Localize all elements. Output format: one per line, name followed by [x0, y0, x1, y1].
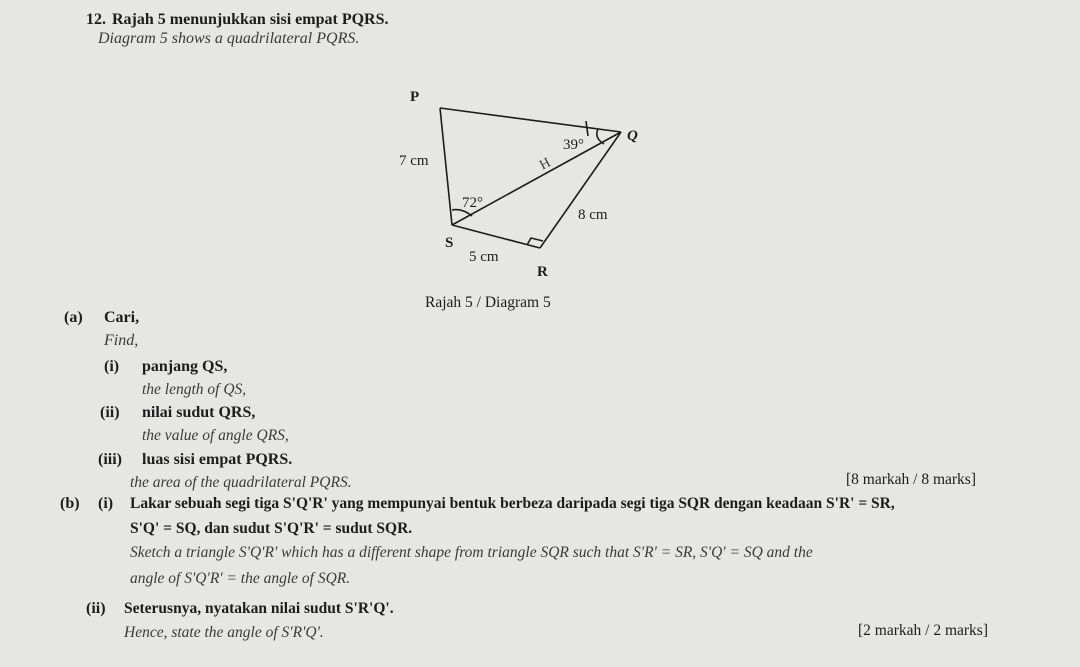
part-a-find-ms: Cari,: [104, 309, 140, 326]
part-b-i-ms-line2: S'Q' = SQ, dan sudut S'Q'R' = sudut SQR.: [130, 520, 413, 537]
part-a-item-3-num: (iii): [98, 451, 122, 468]
part-b-i-ms-line1: Lakar sebuah segi tiga S'Q'R' yang mempunyai bentuk berbeza daripada segi tiga SQR dengan keadaan S'R' = SR,: [130, 495, 895, 512]
part-a-label: (a): [64, 309, 83, 326]
vertex-r: R: [537, 264, 548, 280]
question-title-en: Diagram 5 shows a quadrilateral PQRS.: [98, 30, 360, 47]
part-b-i-en-line1: Sketch a triangle S'Q'R' which has a different shape from triangle SQR such that S'R' = SR, S'Q' = SQ and the: [130, 544, 813, 561]
label-qr: 8 cm: [578, 207, 608, 223]
angle-q-label: 39°: [563, 137, 584, 153]
part-b-i-en-line2: angle of S'Q'R' = the angle of SQR.: [130, 570, 351, 587]
part-a-item-3-en: the area of the quadrilateral PQRS.: [130, 474, 352, 491]
side-sp: [440, 108, 452, 225]
question-number: 12.: [86, 11, 106, 28]
part-b-ii-ms: Seterusnya, nyatakan nilai sudut S'R'Q'.: [124, 600, 394, 617]
right-angle-mark-r: [527, 238, 543, 245]
question-title-ms: Rajah 5 menunjukkan sisi empat PQRS.: [112, 11, 389, 28]
label-ps: 7 cm: [399, 153, 429, 169]
vertex-s: S: [445, 235, 454, 251]
tick-mark-pq: [586, 121, 588, 136]
vertex-q: Q: [627, 128, 638, 144]
part-a-item-3-ms: luas sisi empat PQRS.: [142, 451, 293, 468]
part-b-i-num: (i): [98, 495, 114, 512]
angle-s-label: 72°: [462, 195, 483, 211]
part-b-marks: [2 markah / 2 marks]: [858, 622, 988, 639]
part-a-item-2-en: the value of angle QRS,: [142, 427, 289, 444]
part-a-item-1-num: (i): [104, 358, 120, 375]
part-b-ii-en: Hence, state the angle of S'R'Q'.: [124, 624, 324, 641]
mark-h: H: [537, 155, 554, 174]
label-sr: 5 cm: [469, 249, 499, 265]
part-a-item-1-en: the length of QS,: [142, 381, 247, 398]
side-pq: [440, 108, 621, 132]
part-a-find-en: Find,: [104, 332, 139, 349]
diagram-caption: Rajah 5 / Diagram 5: [425, 294, 551, 311]
vertex-p: P: [410, 89, 420, 105]
part-b-ii-num: (ii): [86, 600, 106, 617]
part-a-item-2-ms: nilai sudut QRS,: [142, 404, 256, 421]
part-b-label: (b): [60, 495, 80, 512]
part-a-marks: [8 markah / 8 marks]: [846, 471, 976, 488]
part-a-item-2-num: (ii): [100, 404, 120, 421]
part-a-item-1-ms: panjang QS,: [142, 358, 228, 375]
